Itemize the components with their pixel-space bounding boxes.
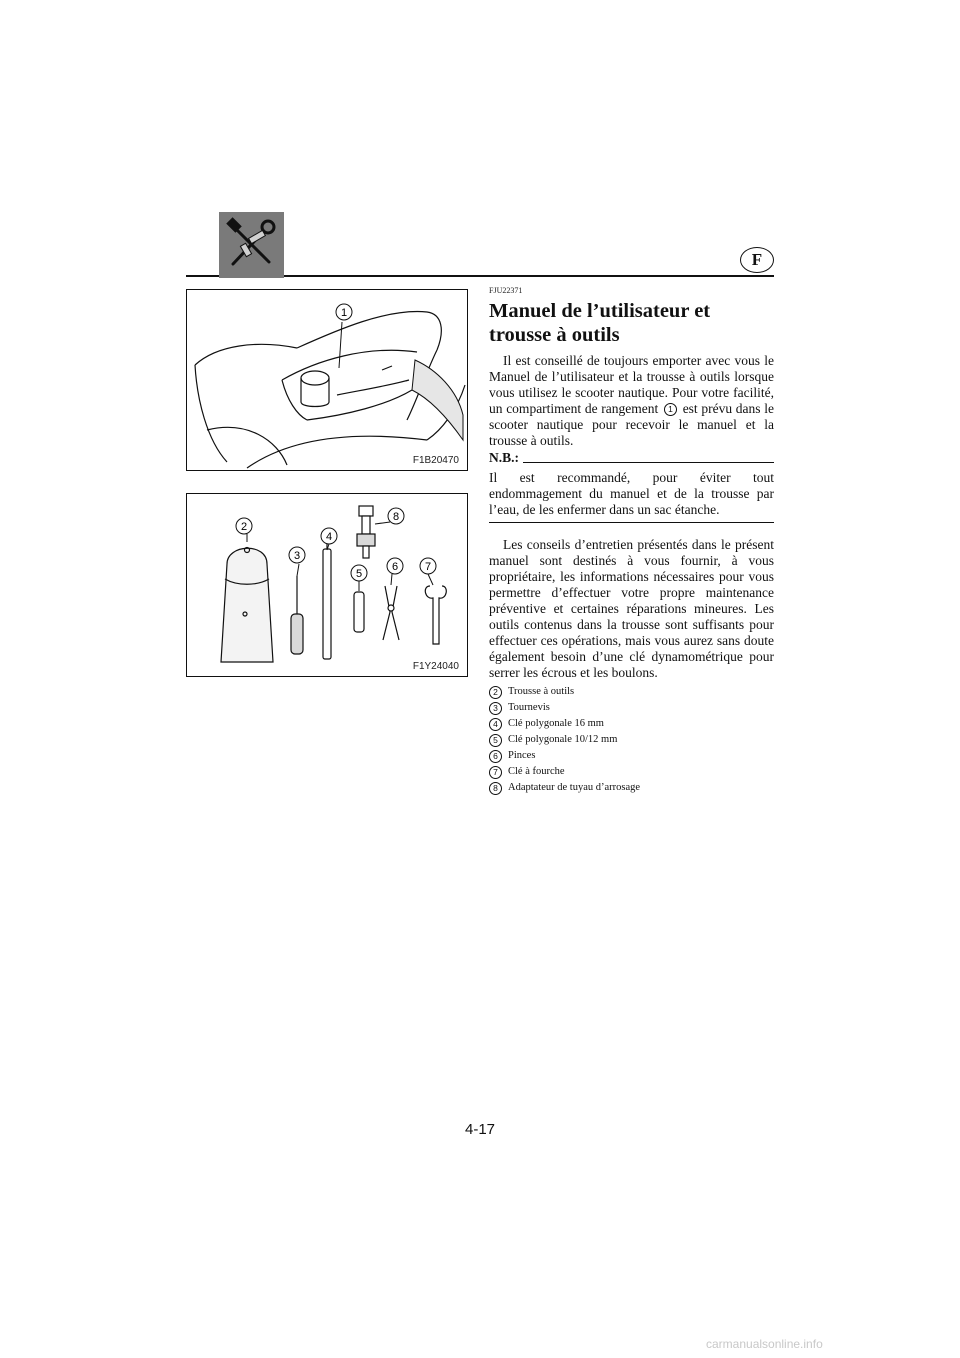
- legend-number: 3: [489, 702, 502, 715]
- callout-8: 8: [392, 511, 400, 523]
- callout-5: 5: [355, 568, 363, 580]
- paragraph-maintenance: Les conseils d’entretien présentés dans le présent manuel sont destinés à vous fournir, à vous propriétaire, les informations nécessaires pour vous permettre d’effectuer votre propre maintenance préventive et certaines réparations mineures. Les outils contenus dans la trousse sont suffisants pour effectuer ces opérations, mais vous aurez sans doute également besoin d’une clé dynamométrique pour serrer les écrous et les boulons.: [489, 537, 774, 680]
- legend-item: [489, 700, 774, 716]
- callout-2: 2: [240, 521, 248, 533]
- callout-1: 1: [340, 307, 348, 319]
- legend-number: 5: [489, 734, 502, 747]
- paragraph-intro: [489, 353, 774, 449]
- watermark: carmanualsonline.info: [706, 1337, 823, 1351]
- reference-callout-1: 1: [664, 403, 677, 416]
- page-number: 4-17: [464, 1121, 496, 1138]
- figure-code: F1Y24040: [412, 661, 459, 672]
- tool-kit-illustration: [187, 494, 467, 676]
- callout-6: 6: [391, 561, 399, 573]
- callout-4: 4: [325, 531, 333, 543]
- legend-item: [489, 764, 774, 780]
- legend-label: Clé à fourche: [508, 766, 565, 777]
- legend-label: Trousse à outils: [508, 686, 575, 697]
- tools-icon: [219, 212, 284, 278]
- legend-item: [489, 684, 774, 700]
- legend-label: Tournevis: [508, 702, 550, 713]
- legend-label: Clé polygonale 16 mm: [508, 718, 604, 729]
- tool-legend: [489, 684, 774, 796]
- legend-item: [489, 716, 774, 732]
- legend-label: Adaptateur de tuyau d’arrosage: [508, 782, 641, 793]
- legend-item: [489, 748, 774, 764]
- note-header: [489, 450, 774, 466]
- storage-compartment-illustration: [187, 290, 467, 470]
- legend-number: 4: [489, 718, 502, 731]
- note-rule: [523, 462, 774, 463]
- figure-storage-compartment: [186, 289, 468, 471]
- section-title: Manuel de l’utilisateur et trousse à outils: [489, 300, 711, 346]
- callout-7: 7: [424, 561, 432, 573]
- legend-item: [489, 780, 774, 796]
- legend-number: 8: [489, 782, 502, 795]
- legend-number: 2: [489, 686, 502, 699]
- paragraph-intro-part-b: est prévu dans le scooter nautique pour recevoir le manuel et la trousse à outils.: [489, 401, 774, 448]
- section-code: FJU22371: [489, 286, 523, 295]
- legend-label: Clé polygonale 10/12 mm: [508, 734, 618, 745]
- text-column: [489, 286, 774, 796]
- callout-3: 3: [293, 550, 301, 562]
- legend-item: [489, 732, 774, 748]
- paragraph-intro-part-a: Il est conseillé de toujours emporter avec vous le Manuel de l’utilisateur et la trousse à outils lorsque vous utilisez le scooter nautique. Pour votre facilité, un compartiment de rangement: [489, 353, 774, 416]
- note-end-rule: [489, 522, 774, 523]
- language-badge: F: [740, 247, 774, 273]
- legend-number: 7: [489, 766, 502, 779]
- figure-tool-kit: [186, 493, 468, 677]
- note-text: Il est recommandé, pour éviter tout endommagement du manuel et de la trousse par l’eau, de les enfermer dans un sac étanche.: [489, 470, 774, 517]
- note-label: N.B.:: [489, 450, 519, 465]
- legend-label: Pinces: [508, 750, 536, 761]
- legend-number: 6: [489, 750, 502, 763]
- figure-code: F1B20470: [412, 455, 459, 466]
